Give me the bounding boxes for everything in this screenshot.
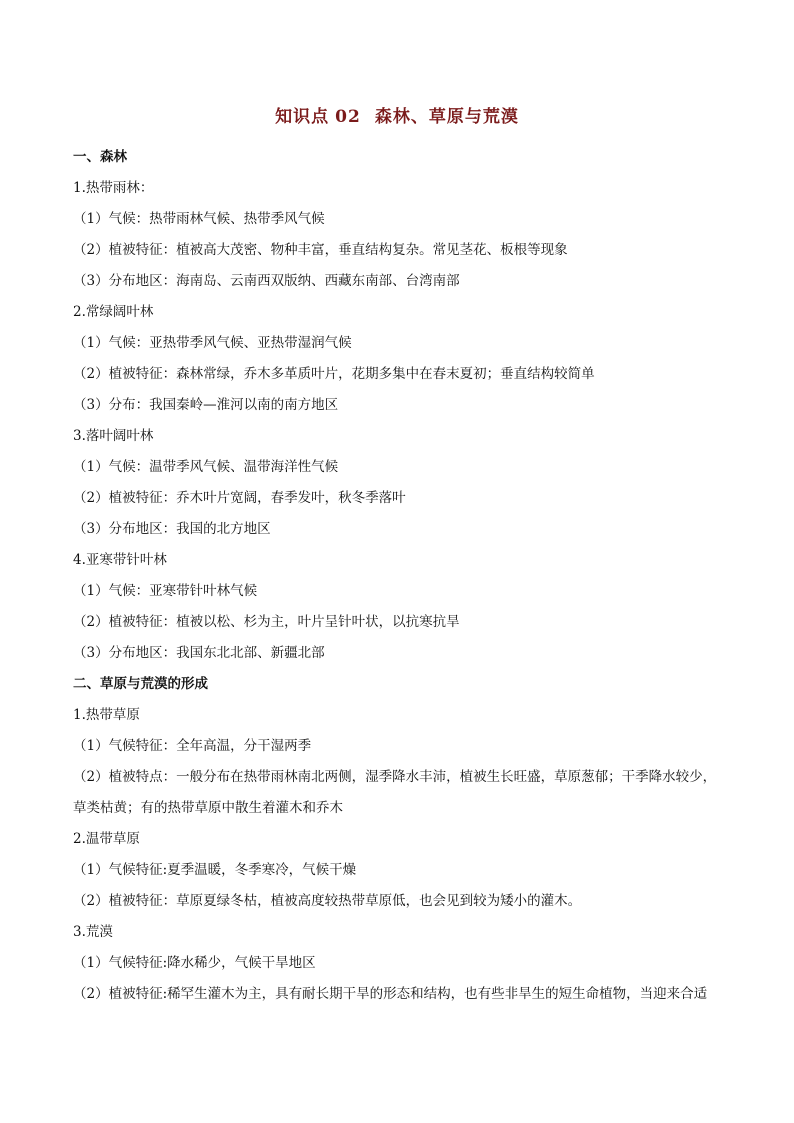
list-item: （2）植被特征：森林常绿，乔木多革质叶片，花期多集中在春末夏初；垂直结构较简单 — [73, 366, 595, 382]
page-title — [0, 102, 794, 127]
list-item: （1）气候特征:降水稀少，气候干旱地区 — [73, 955, 316, 971]
list-item: （2）植被特征：植被以松、杉为主，叶片呈针叶状，以抗寒抗旱 — [73, 614, 460, 630]
list-item: （2）植被特征:稀罕生灌木为主，具有耐长期干旱的形态和结构，也有些非旱生的短生命植物，当迎来合适 — [73, 986, 708, 1002]
list-item: （1）气候：热带雨林气候、热带季风气候 — [73, 211, 325, 227]
subsection-heading: 1.热带雨林： — [73, 180, 154, 196]
list-item: （2）植被特征：乔木叶片宽阔，春季发叶，秋冬季落叶 — [73, 490, 406, 506]
list-item: （1）气候：亚寒带针叶林气候 — [73, 583, 258, 599]
list-item: （3）分布地区：我国东北北部、新疆北部 — [73, 645, 325, 661]
list-item: （2）植被特征：植被高大茂密、物种丰富，垂直结构复杂。常见茎花、板根等现象 — [73, 242, 568, 258]
list-item: （2）植被特征：草原夏绿冬枯，植被高度较热带草原低，也会见到较为矮小的灌木。 — [73, 893, 582, 909]
subsection-heading: 2.温带草原 — [73, 831, 140, 847]
title-number: 02 — [335, 107, 361, 127]
subsection-heading: 4.亚寒带针叶林 — [73, 552, 167, 568]
subsection-heading: 3.落叶阔叶林 — [73, 428, 154, 444]
list-item: （3）分布地区：海南岛、云南西双版纳、西藏东南部、台湾南部 — [73, 273, 460, 289]
list-item: （2）植被特点：一般分布在热带雨林南北两侧，湿季降水丰沛，植被生长旺盛，草原葱郁；干季降水较少， — [73, 769, 717, 785]
list-item: 草类枯黄；有的热带草原中散生着灌木和乔木 — [73, 800, 343, 816]
title-text: 森林、草原与荒漠 — [374, 107, 519, 127]
subsection-heading: 1.热带草原 — [73, 707, 140, 723]
document-body — [73, 142, 735, 1010]
subsection-heading: 2.常绿阔叶林 — [73, 304, 154, 320]
list-item: （1）气候：温带季风气候、温带海洋性气候 — [73, 459, 339, 475]
title-prefix: 知识点 — [275, 107, 330, 127]
list-item: （3）分布地区：我国的北方地区 — [73, 521, 271, 537]
list-item: （1）气候特征:夏季温暖，冬季寒冷，气候干燥 — [73, 862, 357, 878]
section-heading: 二、草原与荒漠的形成 — [73, 676, 208, 692]
list-item: （3）分布：我国秦岭—淮河以南的南方地区 — [73, 397, 339, 413]
section-heading: 一、森林 — [73, 149, 127, 165]
list-item: （1）气候特征：全年高温，分干湿两季 — [73, 738, 312, 754]
subsection-heading: 3.荒漠 — [73, 924, 113, 940]
list-item: （1）气候：亚热带季风气候、亚热带湿润气候 — [73, 335, 352, 351]
